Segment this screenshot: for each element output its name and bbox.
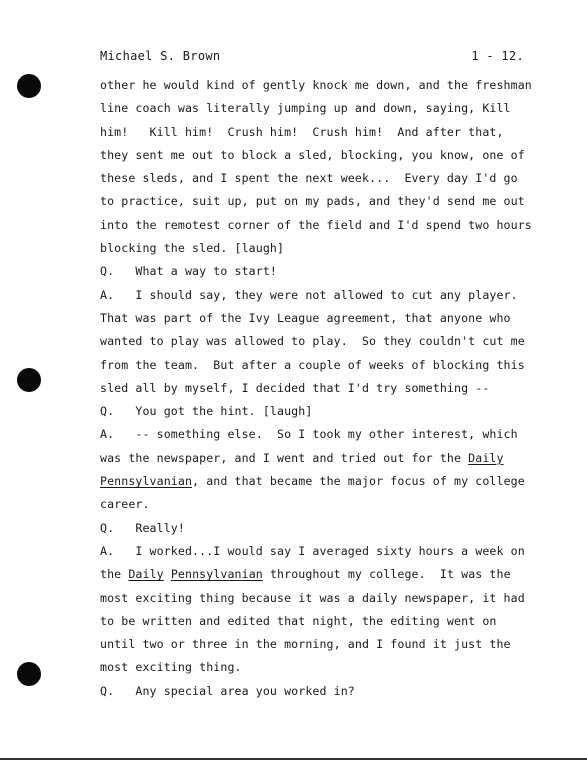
text-line: career.	[100, 497, 150, 512]
punch-hole-top	[17, 74, 41, 98]
text-line: they sent me out to block a sled, blocking, you know, one of	[100, 147, 525, 162]
underlined-title: Daily	[468, 450, 504, 465]
text-line: to practice, suit up, put on my pads, and they'd send me out	[100, 194, 525, 209]
text-line: line coach was literally jumping up and down, saying, Kill	[100, 101, 511, 116]
text-line: until two or three in the morning, and I found it just the	[100, 637, 511, 652]
interviewee-name: Michael S. Brown	[100, 49, 221, 63]
text-segment: throughout my college. It was the	[262, 567, 511, 582]
underlined-title: Pennsylvanian	[100, 474, 193, 489]
text-line: these sleds, and I spent the next week... Every day I'd go	[100, 171, 518, 186]
text-line: him! Kill him! Crush him! Crush him! And after that,	[100, 124, 504, 139]
text-line: most exciting thing because it was a daily newspaper, it had	[100, 590, 525, 605]
text-segment	[164, 567, 171, 581]
text-segment: was the newspaper, and I went and tried out for the	[100, 450, 469, 465]
question-line: Q. Really!	[100, 520, 185, 535]
question-line: Q. You got the hint. [laugh]	[100, 404, 313, 419]
punch-hole-bottom	[17, 662, 41, 686]
underlined-title: Daily	[128, 567, 164, 582]
underlined-title: Pennsylvanian	[170, 567, 263, 582]
page-number: 1 - 12.	[471, 49, 524, 63]
punch-hole-middle	[17, 368, 41, 392]
text-line: other he would kind of gently knock me down, and the freshman	[100, 78, 532, 92]
text-line: That was part of the Ivy League agreement, that anyone who	[100, 310, 511, 325]
text-line	[100, 470, 540, 493]
text-segment: the	[100, 567, 129, 582]
page-header	[100, 49, 524, 63]
text-line	[100, 563, 540, 586]
answer-line: A. I should say, they were not allowed to cut any player.	[100, 287, 518, 302]
question-line: Q. What a way to start!	[100, 264, 278, 279]
answer-line: A. -- something else. So I took my other interest, which	[100, 427, 518, 442]
text-line: to be written and edited that night, the editing went on	[100, 613, 497, 628]
question-line: Q. Any special area you worked in?	[100, 683, 355, 698]
text-line: most exciting thing.	[100, 660, 242, 675]
transcript-body	[100, 74, 540, 703]
text-line: into the remotest corner of the field and I'd spend two hours	[100, 217, 532, 232]
text-line: sled all by myself, I decided that I'd try something --	[100, 380, 490, 395]
answer-line: A. I worked...I would say I averaged sixty hours a week on	[100, 543, 525, 558]
text-line	[100, 447, 540, 470]
text-line: from the team. But after a couple of weeks of blocking this	[100, 357, 525, 372]
text-segment: , and that became the major focus of my college	[192, 474, 525, 489]
text-line: wanted to play was allowed to play. So they couldn't cut me	[100, 334, 525, 349]
text-line: blocking the sled. [laugh]	[100, 241, 285, 256]
